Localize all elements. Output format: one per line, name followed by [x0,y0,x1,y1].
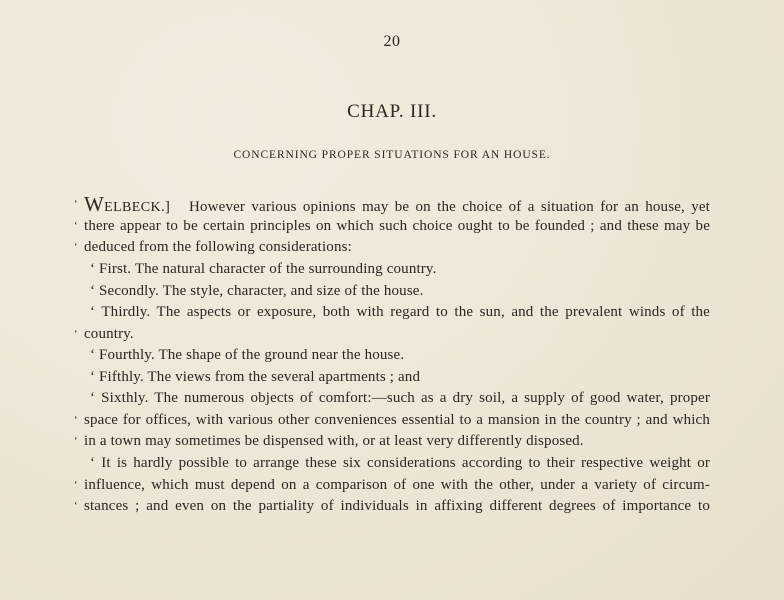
line-text: stances ; and even on the partiality of individuals in affixing different degrees of importance to [84,498,710,514]
text-line [90,345,404,365]
line-text: ‘ It is hardly possible to arrange these six considerations according to their respective weight or [90,455,710,471]
quote-mark: ‘ [74,479,78,491]
text-line [74,410,710,432]
line-text: ‘ Sixthly. The numerous objects of comfort:—such as a dry soil, a supply of good water, proper [90,390,710,406]
text-line [74,475,710,497]
line-text: ‘ Fifthly. The views from the several apartments ; and [90,369,421,385]
text-line [74,237,352,257]
quote-mark: ‘ [74,414,78,426]
quote-mark: ‘ [74,435,78,447]
line-text: ‘ First. The natural character of the surrounding country. [90,261,437,277]
line-text: there appear to be certain principles on which such choice ought to be founded ; and these may be [84,218,710,234]
line-text: ‘ Fourthly. The shape of the ground near the house. [90,347,405,363]
text-line [74,431,584,451]
text-line [74,216,710,238]
text-line [90,259,437,279]
text-line [74,194,710,216]
quote-mark: ‘ [74,241,78,253]
text-line [90,281,424,301]
quote-mark: ‘ [74,328,78,340]
line-text: influence, which must depend on a comparison of one with the other, under a variety of circum- [84,477,710,493]
line-text: ‘ Thirdly. The aspects or exposure, both with regard to the sun, and the prevalent winds of the [90,304,710,320]
quote-mark: ‘ [74,198,78,210]
text-line [90,367,420,387]
chapter-subtitle: CONCERNING PROPER SITUATIONS FOR AN HOUSE. [233,149,551,161]
text-line [74,496,710,518]
text-line [90,453,710,475]
line-text: country. [84,326,134,342]
small-caps-word: ELBECK [104,200,161,215]
bracket-close: .] [160,199,171,215]
line-text: in a town may sometimes be dispensed with, or at least very differently disposed. [84,433,584,449]
text-line [90,302,710,324]
drop-cap: W [84,194,105,216]
line-text: ‘ Secondly. The style, character, and size of the house. [90,283,424,299]
quote-mark: ‘ [74,500,78,512]
text-line [90,388,710,410]
line-text: space for offices, with various other conveniences essential to a mansion in the country ; and which [84,412,710,428]
page-number: 20 [383,33,401,50]
line-text: deduced from the following considerations: [84,239,352,255]
text-line [74,324,134,344]
quote-mark: ‘ [74,220,78,232]
line-text: However various opinions may be on the choice of a situation for an house, yet [189,199,710,215]
chapter-title: CHAP. III. [347,101,437,122]
